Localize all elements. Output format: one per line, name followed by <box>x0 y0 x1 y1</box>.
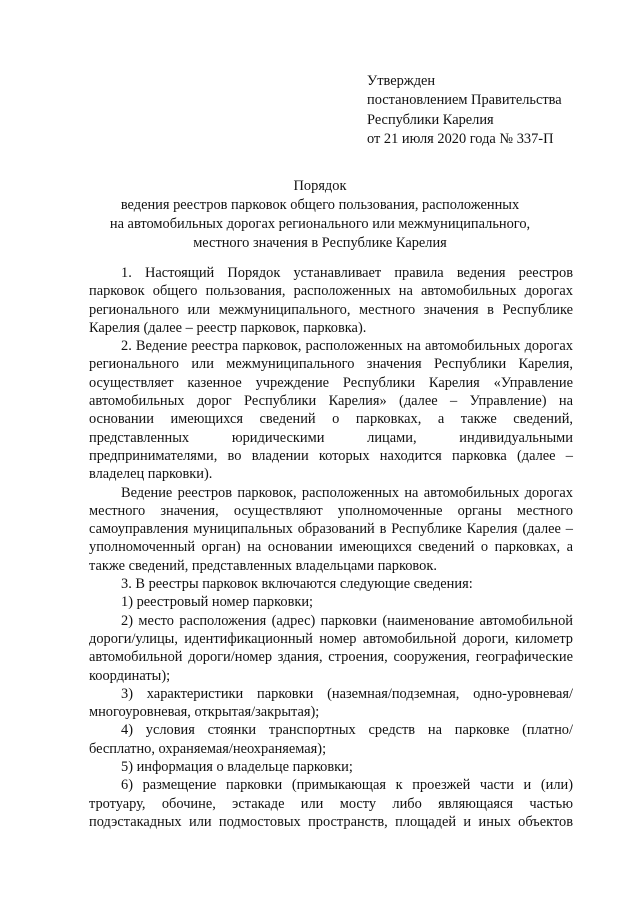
paragraph: 6) размещение парковки (примыкающая к проезжей части и (или) тротуару, обочине, эстакаде или мосту либо являющаяся частью подэстакадных или подмостовых пространств, площадей и иных объектов <box>89 777 573 830</box>
title-line: Порядок <box>293 178 347 194</box>
title-line: ведения реестров парковок общего пользования, расположенных <box>120 197 520 213</box>
title-line: на автомобильных дорогах регионального или межмуниципального, <box>109 216 531 232</box>
document-body <box>89 264 573 831</box>
approval-block <box>367 72 562 149</box>
paragraph: 3. В реестры парковок включаются следующие сведения: <box>121 576 473 593</box>
paragraph: 1) реестровый номер парковки; <box>121 594 314 611</box>
title-line: местного значения в Республике Карелия <box>193 235 447 251</box>
paragraph: 4) условия стоянки транспортных средств на парковке (платно/бесплатно, охраняемая/неохраняемая); <box>89 722 573 757</box>
approval-line: постановлением Правительства <box>367 92 562 109</box>
paragraph: 3) характеристики парковки (наземная/подземная, одно-уровневая/многоуровневая, открытая/закрытая); <box>89 685 573 721</box>
approval-line: Утвержден <box>367 73 436 89</box>
approval-line: от 21 июля 2020 года № 337-П <box>367 130 554 147</box>
document-title <box>60 177 580 253</box>
paragraph: 1. Настоящий Порядок устанавливает правила ведения реестров парковок общего пользования, расположенных на автомобильных дорогах регионального или межмуниципального, местного значения в Республике Карелия (далее – реестр парковок, парковка). <box>89 265 573 336</box>
paragraph: Ведение реестров парковок, расположенных на автомобильных дорогах местного значения, осуществляют уполномоченные органы местного самоуправления муниципальных образований в Республике Карелия (далее – уполномоченный орган) на основании имеющихся сведений о парковках, а также сведений, представленных владельцами парковок. <box>89 484 573 574</box>
paragraph: 5) информация о владельце парковки; <box>121 759 353 776</box>
paragraph: 2. Ведение реестра парковок, расположенных на автомобильных дорогах регионального или межмуниципального значения Республики Карелия, осуществляет казенное учреждение Республики Карелия «Управление автомобильных дорог Республики Карелия» (далее – Управление) на основании имеющихся сведений о парковках, а также сведений, представленных юридическими лицами, индивидуальными предпринимателями, во владении которых находится парковка (далее – владелец парковки). <box>89 338 573 483</box>
approval-line: Республики Карелия <box>367 111 494 128</box>
paragraph: 2) место расположения (адрес) парковки (наименование автомобильной дороги/улицы, идентификационный номер автомобильной дороги, километр автомобильной дороги/номер здания, строения, сооружения, географические координаты); <box>89 612 573 684</box>
